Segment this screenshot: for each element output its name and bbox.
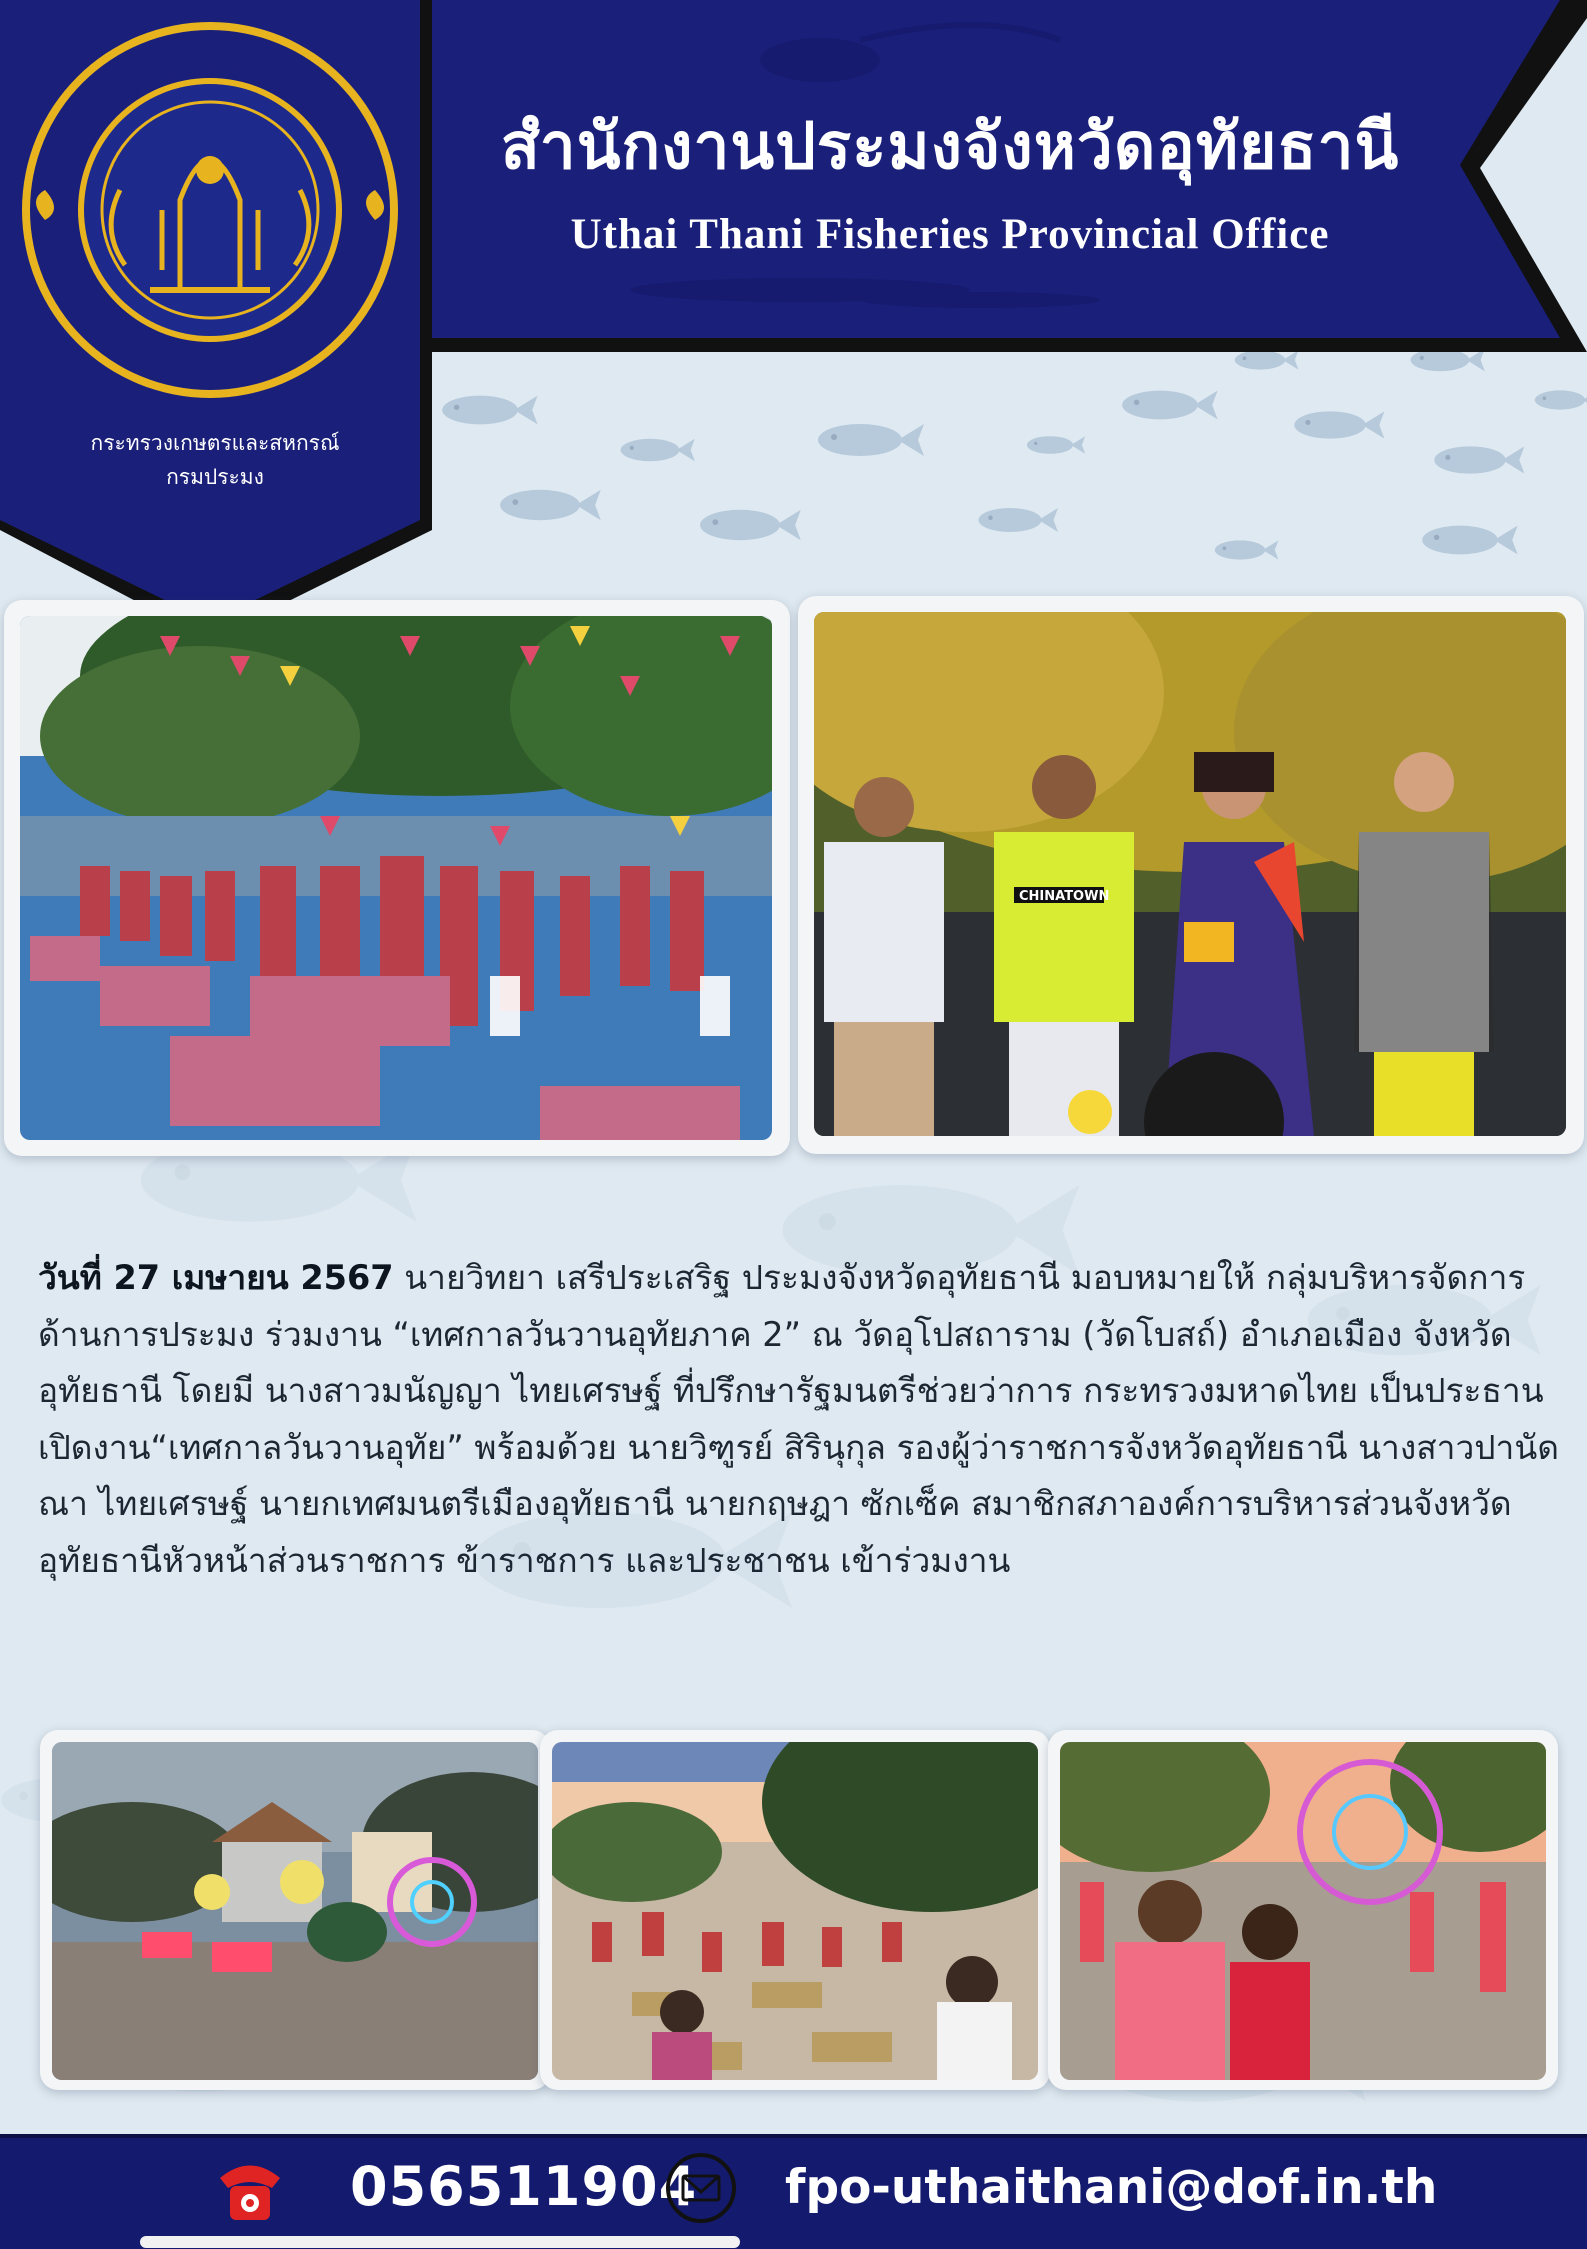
logo-arc-text [20, 20, 400, 400]
telephone-icon [210, 2148, 290, 2228]
mail-icon [665, 2152, 737, 2224]
ministry-caption-line1: กระทรวงเกษตรและสหกรณ์ [90, 431, 340, 455]
ministry-caption [0, 426, 430, 494]
article-body: นายวิทยา เสรีประเสริฐ ประมงจังหวัดอุทัยธานี มอบหมายให้ กลุ่มบริหารจัดการด้านการประมง ร่วมงาน “เทศกาลวันวานอุทัยภาค 2” ณ วัดอุโปสถาราม (วัดโบสถ์) อำเภอเมือง จังหวัดอุทัยธานี โดยมี นางสาวมนัญญา ไทยเศรษฐ์ ที่ปรึกษารัฐมนตรีช่วยว่าการ กระทรวงมหาดไทย เป็นประธานเปิดงาน“เทศกาลวันวานอุทัย” พร้อมด้วย นายวิฑูรย์ สิรินุกุล รองผู้ว่าราชการจังหวัดอุทัยธานี นางสาวปานัดณา ไทยเศรษฐ์ นายกเทศมนตรีเมืองอุทัยธานี นายกฤษฎา ซักเซ็ค สมาชิกสภาองค์การบริหารส่วนจังหวัดอุทัยธานีหัวหน้าส่วนราชการ ข้าราชการ และประชาชน เข้าร่วมงาน [38, 1258, 1560, 1580]
contact-email[interactable]: fpo-uthaithani@dof.in.th [785, 2160, 1438, 2215]
ministry-caption-line2: กรมประมง [166, 465, 264, 489]
news-article [38, 1250, 1578, 1589]
office-title-thai: สำนักงานประมงจังหวัดอุทัยธานี [500, 109, 1400, 184]
bottom-strip [140, 2236, 740, 2248]
article-date: วันที่ 27 เมษายน 2567 [38, 1258, 394, 1297]
svg-text:CHINATOWN: CHINATOWN [1019, 889, 1110, 904]
photo-festival-lights [52, 1742, 538, 2080]
office-title-english: Uthai Thani Fisheries Provincial Office [570, 211, 1330, 258]
photo-opening-ceremony [20, 616, 772, 1140]
svg-text:กระทรวงเกษตรและสหกรณ์: กระทรวงเกษตรและสหกรณ์ [36, 253, 384, 381]
photo-stage-speakers [814, 612, 1566, 1136]
photo-festival-crowd [552, 1742, 1038, 2080]
photo-festival-guests [1060, 1742, 1546, 2080]
contact-phone[interactable]: 056511904 [350, 2155, 698, 2218]
svg-text:กรมประมง: กรมประมง [59, 23, 361, 140]
